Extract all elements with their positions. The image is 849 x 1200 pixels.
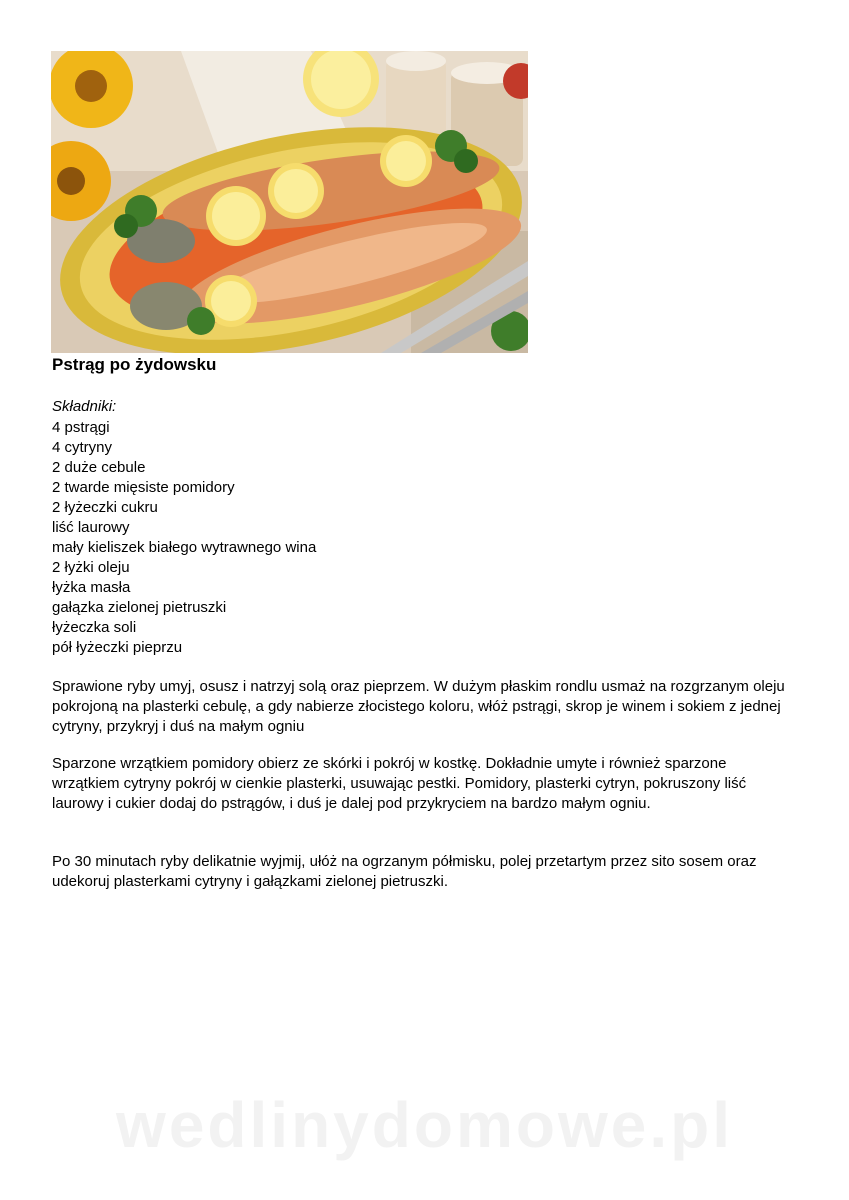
ingredient-item: liść laurowy — [52, 519, 130, 536]
ingredient-item: pół łyżeczki pieprzu — [52, 639, 183, 656]
ingredient-item: 4 cytryny — [52, 439, 113, 456]
instruction-paragraph-1: Sprawione ryby umyj, osusz i natrzyj solą oraz pieprzem. W dużym płaskim rondlu usmaż na rozgrzanym oleju pokrojoną na plasterki cebulę, a gdy nabierze złocistego koloru, włóż pstrągi, skrop je winem i sokiem z jednej cytryny, przykryj i duś na małym ogniu — [52, 678, 785, 735]
ingredient-item: 4 pstrągi — [52, 419, 110, 436]
ingredient-item: gałązka zielonej pietruszki — [52, 599, 227, 616]
trout-dish-illustration — [51, 51, 528, 353]
ingredient-item: 2 łyżki oleju — [52, 559, 130, 576]
ingredient-item: 2 duże cebule — [52, 459, 146, 476]
watermark: wedlinydomowe.pl — [116, 1089, 733, 1161]
ingredient-item: 2 twarde mięsiste pomidory — [52, 479, 235, 496]
ingredients-label: Składniki: — [52, 398, 117, 415]
ingredient-item: łyżka masła — [52, 579, 131, 596]
recipe-photo — [51, 51, 528, 353]
recipe-title: Pstrąg po żydowsku — [52, 355, 217, 374]
instruction-paragraph-2: Sparzone wrzątkiem pomidory obierz ze skórki i pokrój w kostkę. Dokładnie umyte i również sparzone wrzątkiem cytryny pokrój w cienkie plasterki, usuwając pestki. Pomidory, plasterki cytryn, pokruszony liść laurowy i cukier dodaj do pstrągów, i duś je dalej pod przykryciem na bardzo małym ogniu. — [52, 755, 747, 812]
ingredient-item: łyżeczka soli — [52, 619, 137, 636]
ingredients-list — [52, 418, 316, 658]
instruction-paragraph-3: Po 30 minutach ryby delikatnie wyjmij, ułóż na ogrzanym półmisku, polej przetartym przez sito sosem oraz udekoruj plasterkami cytryny i gałązkami zielonej pietruszki. — [52, 853, 757, 890]
ingredient-item: mały kieliszek białego wytrawnego wina — [52, 539, 317, 556]
ingredient-item: 2 łyżeczki cukru — [52, 499, 158, 516]
